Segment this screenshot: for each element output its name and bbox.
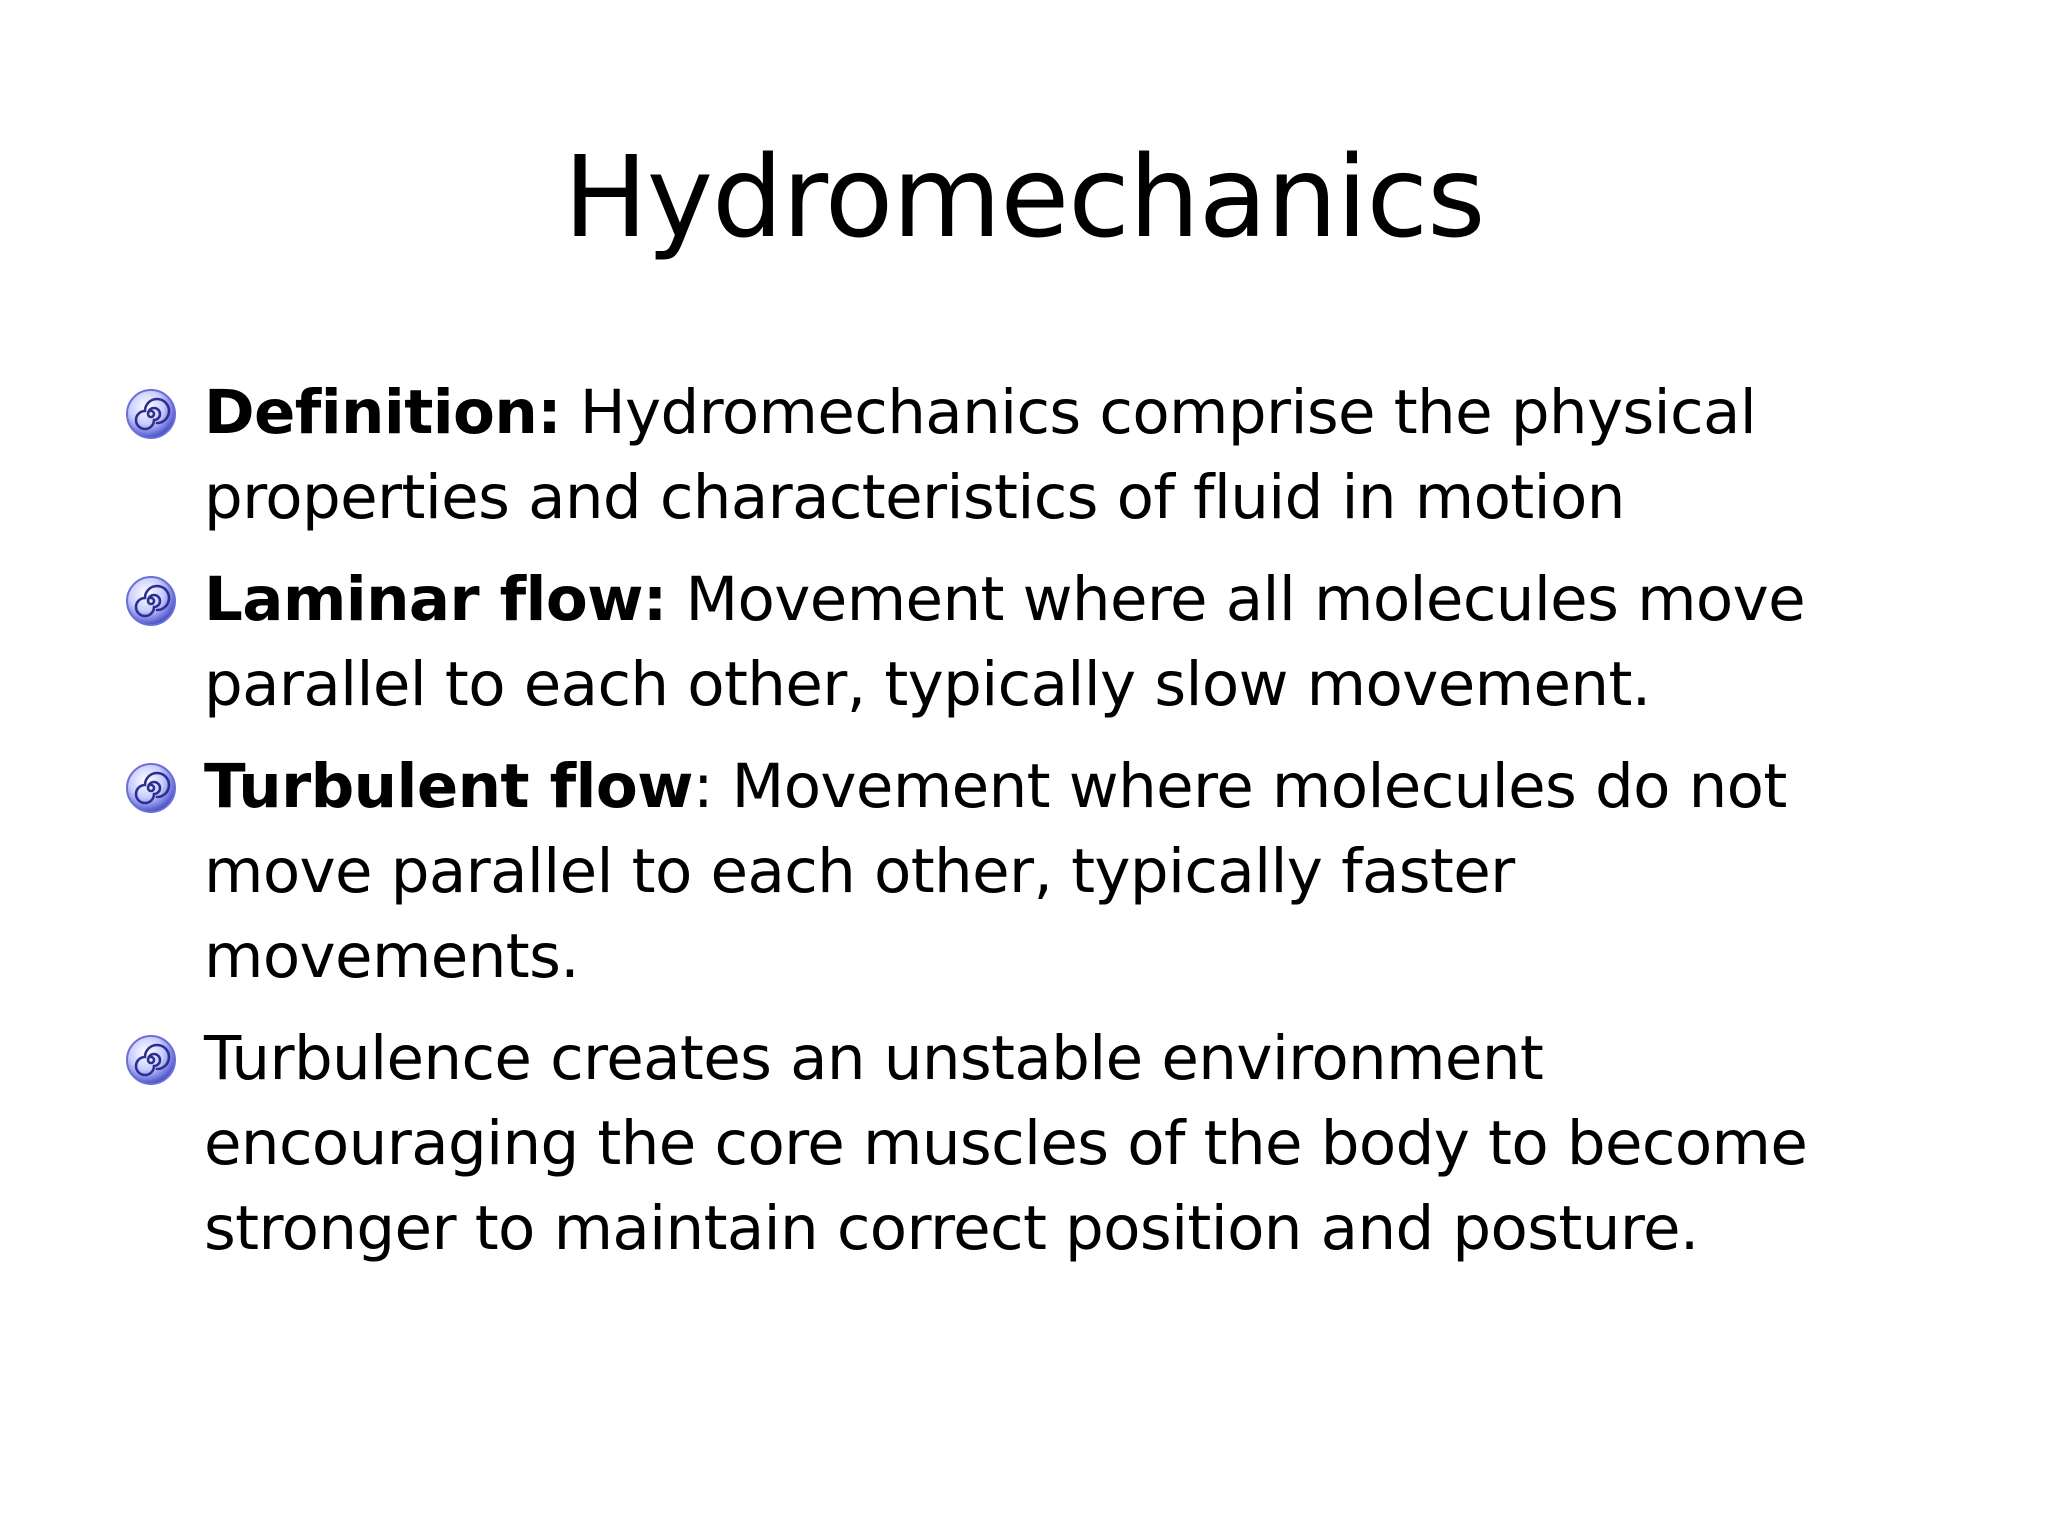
bullet-text: Movement where all molecules move parallel to each other, typically slow movement. (204, 564, 1806, 720)
bullet-separator: : (692, 751, 713, 822)
slide-title: Hydromechanics (563, 133, 1485, 263)
spiral-bullet-icon (124, 761, 178, 815)
bullet-term: Turbulent flow (204, 751, 693, 822)
spiral-bullet-icon (124, 574, 178, 628)
bullet-item-laminar-flow (120, 557, 1900, 727)
bullet-item-turbulence (120, 1016, 1900, 1271)
bullet-term: Definition: (204, 377, 561, 448)
bullet-text: Movement where molecules do not move parallel to each other, typically faster movements. (204, 751, 1787, 992)
bullet-item-definition (120, 370, 1900, 540)
bullet-list (120, 370, 1900, 1288)
bullet-text: Hydromechanics comprise the physical properties and characteristics of fluid in motion (204, 377, 1757, 533)
spiral-bullet-icon (124, 1033, 178, 1087)
bullet-item-turbulent-flow (120, 744, 1900, 999)
bullet-text: Turbulence creates an unstable environment encouraging the core muscles of the body to become stronger to maintain correct position and posture. (204, 1023, 1808, 1264)
bullet-term: Laminar flow: (204, 564, 667, 635)
spiral-bullet-icon (124, 387, 178, 441)
